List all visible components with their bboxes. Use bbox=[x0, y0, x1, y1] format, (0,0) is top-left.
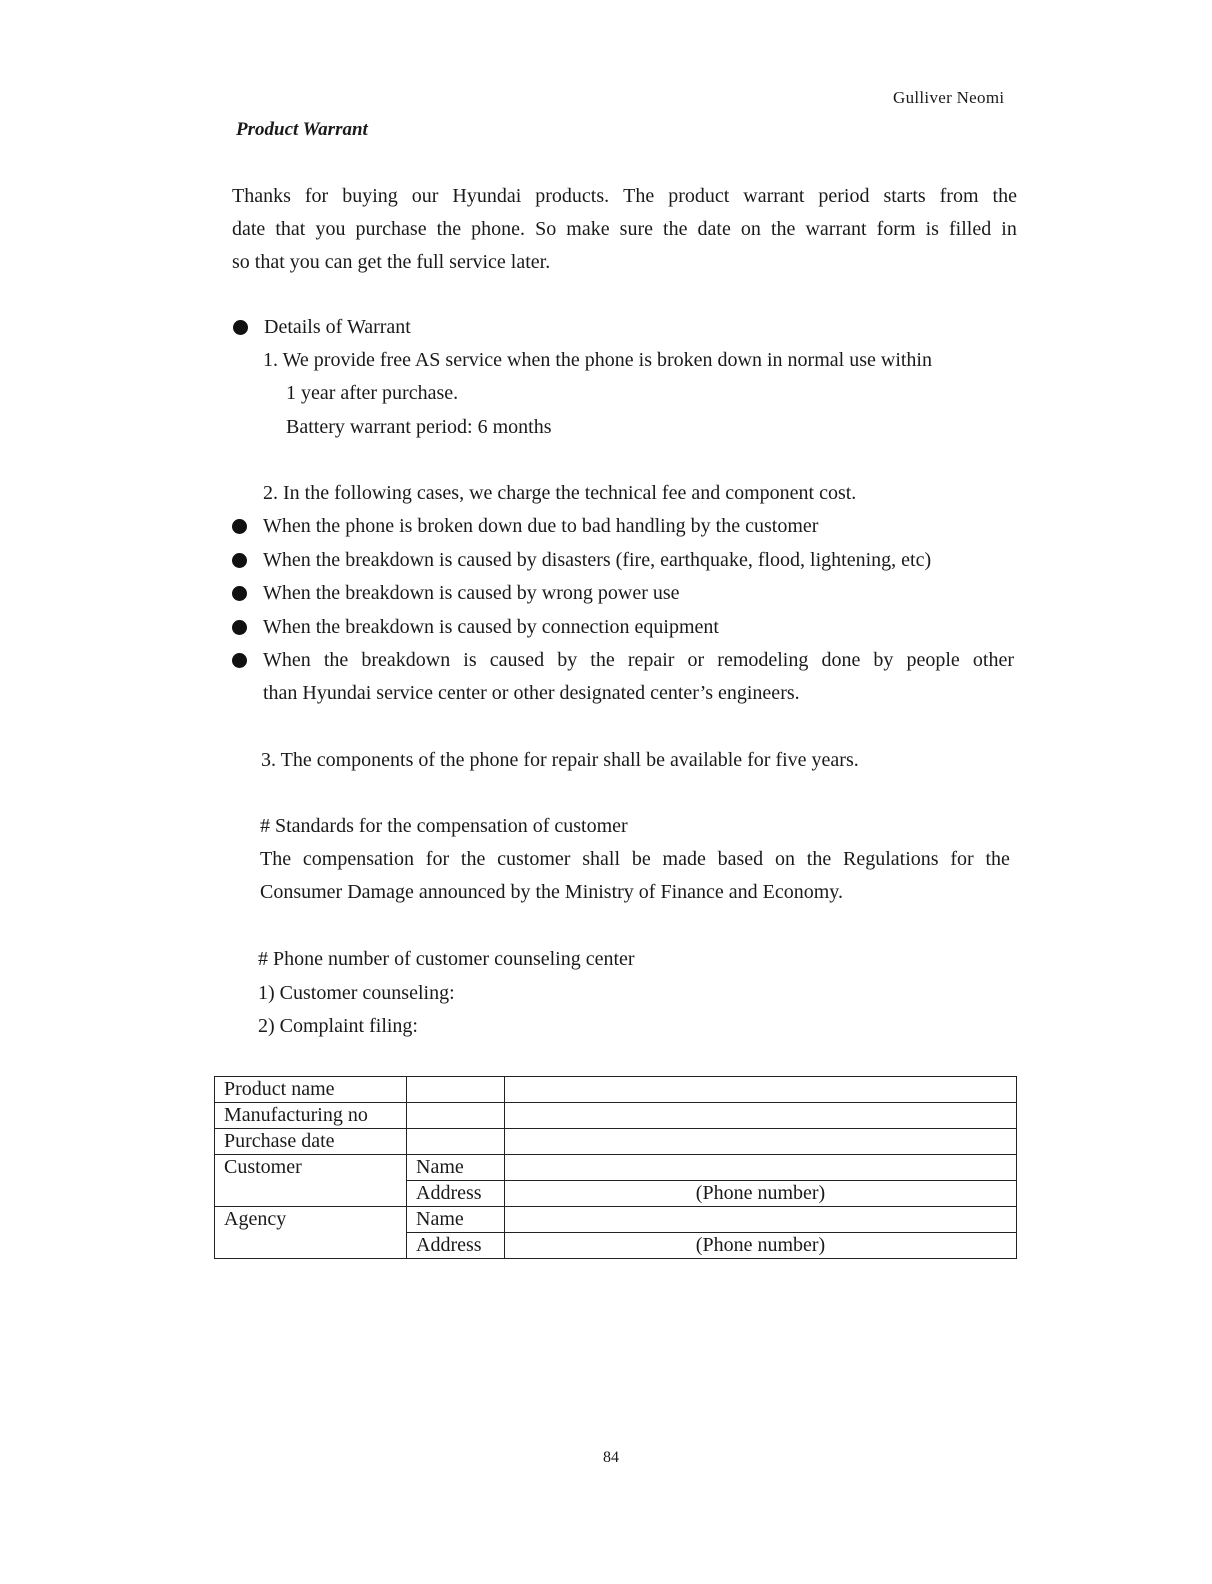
word: our bbox=[411, 185, 439, 207]
word: for bbox=[425, 848, 450, 870]
customer-label-cont bbox=[215, 1181, 407, 1207]
word: for bbox=[304, 185, 329, 207]
word: the bbox=[806, 848, 832, 870]
word: sure bbox=[619, 218, 653, 240]
word: The bbox=[260, 848, 292, 870]
manufacturing-no-label: Manufacturing no bbox=[215, 1103, 407, 1129]
customer-label: Customer bbox=[215, 1155, 407, 1181]
compensation-line-2: Consumer Damage announced by the Ministry of Finance and Economy. bbox=[260, 881, 844, 903]
bullet-icon bbox=[232, 620, 247, 635]
bullet-icon bbox=[232, 519, 247, 534]
product-name-label: Product name bbox=[215, 1077, 407, 1103]
purchase-date-value[interactable] bbox=[505, 1129, 1017, 1155]
word: by bbox=[873, 649, 894, 671]
manufacturing-no-value[interactable] bbox=[505, 1103, 1017, 1129]
word: When bbox=[263, 649, 311, 671]
details-item-2: 2. In the following cases, we charge the technical fee and component cost. bbox=[263, 482, 857, 504]
word: repair bbox=[627, 649, 675, 671]
intro-line-2 bbox=[232, 213, 1017, 246]
details-item-3: 3. The components of the phone for repair shall be available for five years. bbox=[261, 749, 859, 771]
word: purchase bbox=[355, 218, 427, 240]
customer-phone-field[interactable]: (Phone number) bbox=[505, 1181, 1017, 1207]
table-row bbox=[215, 1181, 1017, 1207]
agency-name-field[interactable] bbox=[505, 1207, 1017, 1233]
word: or bbox=[687, 649, 705, 671]
word: form bbox=[876, 218, 916, 240]
word: Hyundai bbox=[452, 185, 522, 207]
word: filled bbox=[948, 218, 992, 240]
word: from bbox=[939, 185, 979, 207]
word: that bbox=[275, 218, 306, 240]
word: on bbox=[740, 218, 761, 240]
word: be bbox=[631, 848, 651, 870]
word: date bbox=[697, 218, 731, 240]
agency-label: Agency bbox=[215, 1207, 407, 1233]
intro-line-3: so that you can get the full service later. bbox=[232, 251, 551, 273]
word: the bbox=[985, 848, 1010, 870]
counseling-heading: # Phone number of customer counseling center bbox=[258, 948, 635, 970]
word: is bbox=[925, 218, 939, 240]
customer-address-label: Address bbox=[407, 1181, 505, 1207]
case-item-5 bbox=[263, 644, 1014, 677]
battery-warrant: Battery warrant period: 6 months bbox=[286, 416, 552, 438]
word: the bbox=[323, 649, 349, 671]
bullet-icon bbox=[232, 653, 247, 668]
word: product bbox=[668, 185, 730, 207]
customer-name-label: Name bbox=[407, 1155, 505, 1181]
word: buying bbox=[342, 185, 398, 207]
word: other bbox=[972, 649, 1014, 671]
word: you bbox=[315, 218, 346, 240]
word: starts bbox=[883, 185, 926, 207]
agency-phone-field[interactable]: (Phone number) bbox=[505, 1233, 1017, 1259]
case-item: When the breakdown is caused by wrong power use bbox=[263, 582, 680, 604]
word: phone. bbox=[471, 218, 526, 240]
product-name-field[interactable] bbox=[407, 1077, 505, 1103]
table-row bbox=[215, 1129, 1017, 1155]
compensation-paragraph bbox=[260, 843, 1010, 909]
word: warrant bbox=[743, 185, 805, 207]
word: remodeling bbox=[717, 649, 809, 671]
table-row bbox=[215, 1077, 1017, 1103]
intro-paragraph bbox=[232, 180, 1017, 279]
page-number: 84 bbox=[603, 1449, 619, 1466]
word: the bbox=[436, 218, 462, 240]
header-author: Gulliver Neomi bbox=[893, 88, 1005, 107]
intro-line-1 bbox=[232, 180, 1017, 213]
word: the bbox=[770, 218, 796, 240]
word: warrant bbox=[805, 218, 867, 240]
agency-label-cont bbox=[215, 1233, 407, 1259]
details-item-1-cont: 1 year after purchase. bbox=[286, 382, 459, 404]
table-row bbox=[215, 1233, 1017, 1259]
bullet-icon bbox=[232, 553, 247, 568]
word: in bbox=[1001, 218, 1017, 240]
bullet-icon bbox=[232, 586, 247, 601]
word: people bbox=[906, 649, 960, 671]
agency-name-label: Name bbox=[407, 1207, 505, 1233]
bullet-icon bbox=[233, 320, 248, 335]
word: by bbox=[557, 649, 578, 671]
word: So bbox=[535, 218, 557, 240]
warranty-form-table bbox=[214, 1076, 1017, 1259]
complaint-filing: 2) Complaint filing: bbox=[258, 1015, 418, 1037]
word: compensation bbox=[302, 848, 414, 870]
manufacturing-no-field[interactable] bbox=[407, 1103, 505, 1129]
word: the bbox=[590, 649, 615, 671]
word: made bbox=[662, 848, 706, 870]
word: the bbox=[460, 848, 486, 870]
word: for bbox=[950, 848, 974, 870]
word: the bbox=[992, 185, 1017, 207]
compensation-heading: # Standards for the compensation of customer bbox=[260, 815, 628, 837]
customer-name-field[interactable] bbox=[505, 1155, 1017, 1181]
word: caused bbox=[489, 649, 545, 671]
document-title: Product Warrant bbox=[236, 119, 368, 140]
case-item-5-cont: than Hyundai service center or other designated center’s engineers. bbox=[263, 682, 800, 704]
word: breakdown bbox=[361, 649, 451, 671]
purchase-date-field[interactable] bbox=[407, 1129, 505, 1155]
word: shall bbox=[582, 848, 621, 870]
table-row bbox=[215, 1207, 1017, 1233]
case-item-5-line-1 bbox=[263, 644, 1014, 677]
word: date bbox=[232, 218, 266, 240]
case-item: When the breakdown is caused by connection equipment bbox=[263, 616, 719, 638]
word: Regulations bbox=[843, 848, 939, 870]
word: is bbox=[463, 649, 477, 671]
word: the bbox=[663, 218, 688, 240]
word: make bbox=[566, 218, 610, 240]
details-heading: Details of Warrant bbox=[264, 316, 411, 338]
word: customer bbox=[497, 848, 571, 870]
word: Thanks bbox=[232, 185, 291, 207]
compensation-line-1 bbox=[260, 843, 1010, 876]
word: based bbox=[717, 848, 764, 870]
table-row bbox=[215, 1155, 1017, 1181]
word: period bbox=[818, 185, 870, 207]
word: on bbox=[774, 848, 795, 870]
case-item: When the phone is broken down due to bad handling by the customer bbox=[263, 515, 819, 537]
word: done bbox=[821, 649, 861, 671]
purchase-date-label: Purchase date bbox=[215, 1129, 407, 1155]
table-row bbox=[215, 1103, 1017, 1129]
product-name-value[interactable] bbox=[505, 1077, 1017, 1103]
details-item-1: 1. We provide free AS service when the phone is broken down in normal use within bbox=[263, 349, 932, 371]
word: The bbox=[623, 185, 655, 207]
customer-counseling: 1) Customer counseling: bbox=[258, 982, 455, 1004]
word: products. bbox=[535, 185, 610, 207]
agency-address-label: Address bbox=[407, 1233, 505, 1259]
case-item: When the breakdown is caused by disasters (fire, earthquake, flood, lightening, etc) bbox=[263, 549, 932, 571]
